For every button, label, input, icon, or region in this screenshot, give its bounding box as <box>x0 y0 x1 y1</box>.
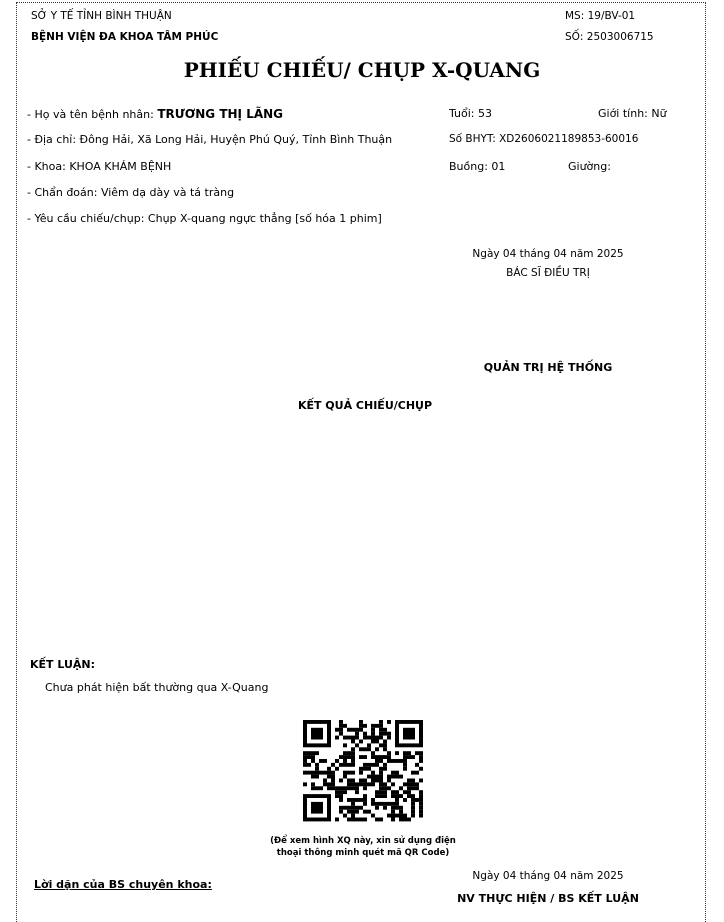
ward: - Khoa: KHOA KHÁM BỆNH <box>27 160 172 173</box>
qr-caption-line1: (Để xem hình XQ này, xin sử dụng điện <box>270 836 456 846</box>
doctor-name: QUẢN TRỊ HỆ THỐNG <box>483 361 613 374</box>
hospital-name: BỆNH VIỆN ĐA KHOA TÂM PHÚC <box>31 31 219 43</box>
result-heading: KẾT QUẢ CHIẾU/CHỤP <box>297 399 433 412</box>
insurance-number: Số BHYT: XD2606021189853-60016 <box>449 133 639 145</box>
form-code: MS: 19/BV-01 <box>565 10 636 22</box>
department-name: SỞ Y TẾ TỈNH BÌNH THUẬN <box>31 10 172 22</box>
patient-gender: Giới tính: Nữ <box>598 107 667 120</box>
xray-request: - Yêu cầu chiếu/chụp: Chụp X-quang ngực thẳng [số hóa 1 phim] <box>27 212 382 225</box>
patient-name: TRƯƠNG THỊ LÃNG <box>157 107 284 121</box>
request-date: Ngày 04 tháng 04 năm 2025 <box>472 248 624 260</box>
result-date: Ngày 04 tháng 04 năm 2025 <box>472 870 624 882</box>
patient-name-label: - Họ và tên bệnh nhân: <box>27 108 158 121</box>
page-title: PHIẾU CHIẾU/ CHỤP X-QUANG <box>183 58 541 82</box>
doctor-role: BÁC SĨ ĐIỀU TRỊ <box>506 267 590 279</box>
conclusion-text: Chưa phát hiện bất thường qua X-Quang <box>45 681 269 694</box>
diagnosis: - Chẩn đoán: Viêm dạ dày và tá tràng <box>27 186 235 199</box>
room: Buồng: 01 <box>449 160 506 173</box>
qr-code-icon <box>303 720 423 822</box>
advice-label: Lời dặn của BS chuyên khoa: <box>34 878 212 891</box>
patient-age: Tuổi: 53 <box>449 107 493 120</box>
qr-code <box>303 720 423 826</box>
patient-address: - Địa chỉ: Đông Hải, Xã Long Hải, Huyện Phú Quý, Tỉnh Bình Thuận <box>27 133 393 146</box>
patient-name-row <box>27 107 283 121</box>
qr-caption-line2: thoại thông minh quét mã QR Code) <box>276 848 450 858</box>
conclusion-label: KẾT LUẬN: <box>30 658 96 671</box>
document-number: SỐ: 2503006715 <box>565 31 654 43</box>
technician-role: NV THỰC HIỆN / BS KẾT LUẬN <box>457 892 639 905</box>
bed: Giường: <box>568 160 611 173</box>
